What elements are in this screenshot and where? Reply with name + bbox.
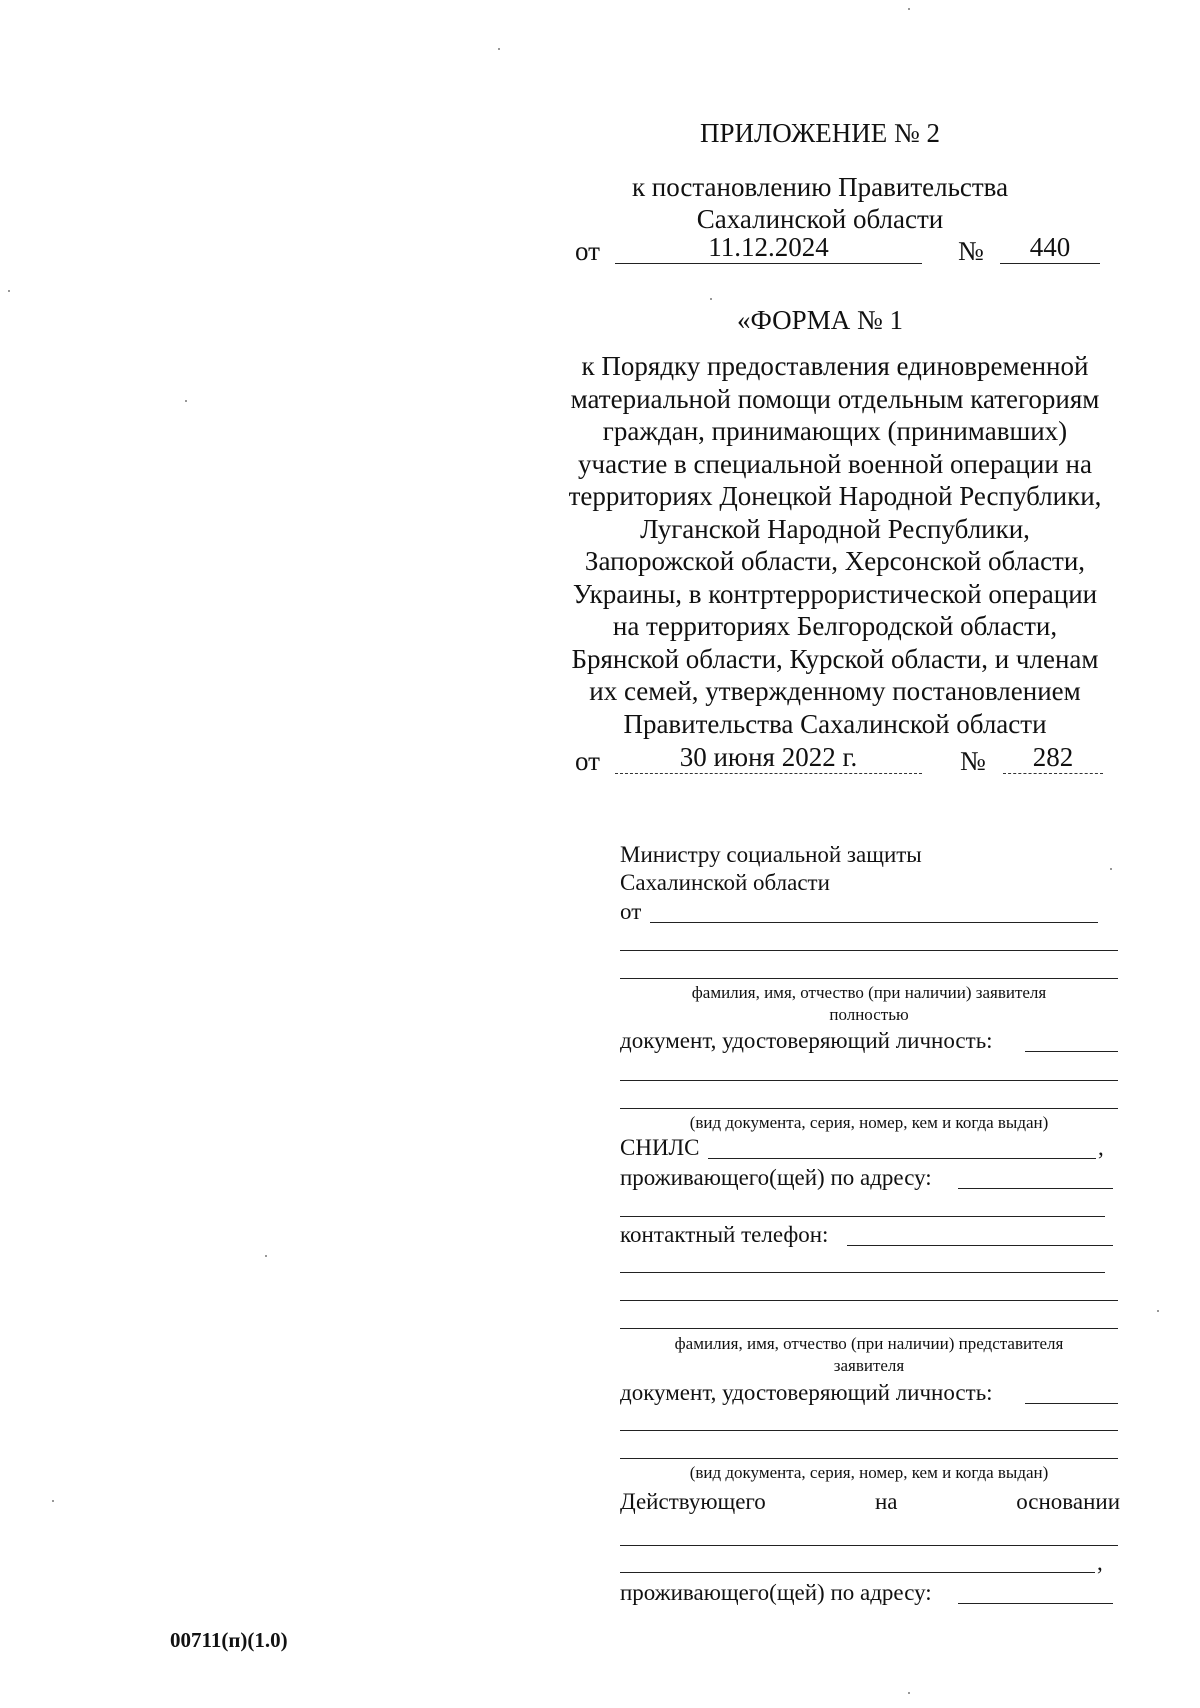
addressee-line-2: Сахалинской области [620, 870, 830, 895]
basis-row [620, 1489, 1120, 1519]
id-document-field-3[interactable] [620, 1108, 1118, 1109]
resolution-reference-line-1: к постановлению Правительства [631, 172, 1009, 202]
applicant-name-field-2[interactable] [620, 950, 1118, 951]
phone-field[interactable] [847, 1245, 1113, 1246]
order-number-sign: № [960, 746, 986, 776]
representative-name-field-2[interactable] [620, 1328, 1118, 1329]
snils-label: СНИЛС [620, 1135, 700, 1160]
resolution-reference-line-2: Сахалинской области [696, 204, 944, 234]
scan-speck [52, 1500, 54, 1502]
order-line: территориях Донецкой Народной Республики, [568, 481, 1102, 511]
order-line: граждан, принимающих (принимавших) [602, 416, 1068, 446]
basis-word-on: на [875, 1489, 898, 1514]
number-sign: № [958, 236, 984, 266]
rep-id-document-label: документ, удостоверяющий личность: [620, 1380, 993, 1405]
basis-word-acting: Действующего [620, 1489, 766, 1514]
scan-speck [1110, 868, 1112, 870]
rep-id-document-field-3[interactable] [620, 1458, 1118, 1459]
applicant-name-field[interactable] [650, 922, 1098, 923]
id-document-caption: (вид документа, серия, номер, кем и когда выдан) [689, 1113, 1049, 1132]
order-number-field: 282 [1003, 742, 1103, 774]
order-line: Брянской области, Курской области, и членам [571, 643, 1099, 674]
basis-comma: , [1097, 1550, 1103, 1575]
addressee-line-1: Министру социальной защиты [620, 842, 922, 867]
appendix-title: ПРИЛОЖЕНИЕ № 2 [699, 118, 941, 148]
order-line: на территориях Белгородской области, [612, 611, 1058, 641]
scan-speck [908, 8, 910, 10]
address-field[interactable] [958, 1188, 1113, 1189]
order-line: Запорожской области, Херсонской области, [584, 546, 1086, 576]
scan-speck [498, 48, 500, 50]
representative-name-caption-2: заявителя [833, 1356, 905, 1375]
rep-address-label: проживающего(щей) по адресу: [620, 1580, 932, 1605]
order-line: Правительства Сахалинской области [623, 708, 1047, 739]
basis-word-grounds: основании [1016, 1489, 1120, 1514]
phone-label: контактный телефон: [620, 1222, 829, 1247]
rep-address-field[interactable] [958, 1603, 1113, 1604]
scan-speck [1157, 1310, 1159, 1312]
order-date-field: 30 июня 2022 г. [615, 742, 922, 774]
order-line: участие в специальной военной операции на [578, 448, 1092, 479]
applicant-name-caption: фамилия, имя, отчество (при наличии) заявителя [691, 983, 1047, 1002]
basis-field-2[interactable] [620, 1572, 1095, 1573]
order-line: к Порядку предоставления единовременной [581, 351, 1089, 381]
applicant-name-field-3[interactable] [620, 978, 1118, 979]
order-line: их семей, утвержденному постановлением [589, 676, 1081, 706]
resolution-date-row [575, 232, 1130, 268]
order-line: Луганской Народной Республики, [640, 513, 1030, 544]
snils-field[interactable] [708, 1158, 1096, 1159]
phone-field-2[interactable] [620, 1272, 1105, 1273]
scan-speck [265, 1255, 267, 1257]
form-title: «ФОРМА № 1 [737, 305, 903, 335]
address-label: проживающего(щей) по адресу: [620, 1165, 932, 1190]
scan-speck [908, 1692, 910, 1694]
scan-speck [185, 400, 187, 402]
order-reference-block [540, 350, 1130, 740]
id-document-field[interactable] [1025, 1051, 1118, 1052]
scan-speck [710, 298, 712, 300]
document-code: 00711(п)(1.0) [170, 1628, 288, 1652]
date-prefix: от [575, 236, 600, 266]
resolution-date-field: 11.12.2024 [615, 232, 922, 264]
representative-name-field[interactable] [620, 1300, 1118, 1301]
rep-id-document-caption: (вид документа, серия, номер, кем и когда выдан) [689, 1463, 1049, 1482]
rep-id-document-field[interactable] [1025, 1403, 1118, 1404]
order-line: материальной помощи отдельным категориям [570, 383, 1100, 414]
applicant-name-caption-2: полностью [829, 1005, 909, 1024]
address-field-2[interactable] [620, 1216, 1105, 1217]
order-line: Украины, в контртеррористической операции [572, 578, 1098, 609]
id-document-label: документ, удостоверяющий личность: [620, 1028, 993, 1053]
representative-name-caption: фамилия, имя, отчество (при наличии) представителя [674, 1334, 1064, 1353]
from-label: от [620, 899, 642, 924]
rep-id-document-field-2[interactable] [620, 1430, 1118, 1431]
snils-comma: , [1098, 1135, 1104, 1160]
id-document-field-2[interactable] [620, 1080, 1118, 1081]
scan-speck [8, 290, 10, 292]
resolution-number-field: 440 [1000, 232, 1100, 264]
order-date-prefix: от [575, 746, 600, 776]
order-date-row [575, 742, 1130, 778]
basis-field[interactable] [620, 1545, 1118, 1546]
